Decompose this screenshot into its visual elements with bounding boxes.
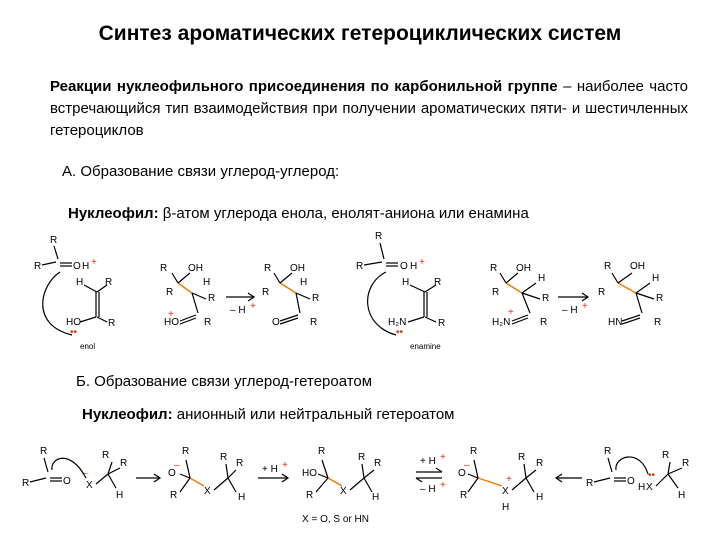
svg-text:X: X [646, 482, 653, 493]
b-reactant-left [22, 446, 127, 501]
svg-text:O: O [458, 468, 466, 479]
svg-text:+: + [508, 307, 514, 318]
svg-text:R: R [264, 263, 272, 274]
svg-text:O: O [272, 317, 280, 328]
b-intermediate-left [168, 446, 245, 503]
svg-text:+: + [506, 474, 512, 485]
plus-a2: + [582, 301, 588, 312]
svg-text:R: R [306, 490, 314, 501]
svg-text:R: R [182, 446, 190, 457]
b-reactant-right [586, 446, 689, 501]
svg-text:R: R [236, 458, 244, 469]
svg-text:–: – [174, 460, 180, 471]
svg-text:H: H [410, 261, 418, 272]
svg-text:OH: OH [630, 261, 645, 272]
arrow-b3-fwd-head [436, 468, 442, 472]
svg-text:R: R [438, 318, 446, 329]
enamine-label: enamine [410, 342, 441, 351]
enol-product [262, 263, 319, 328]
section-a-heading: А. Образование связи углерод-углерод: [62, 163, 340, 180]
b-intermediate-right [458, 446, 543, 513]
svg-text:X: X [204, 486, 211, 497]
svg-text:H: H [82, 261, 90, 272]
svg-text:R: R [654, 317, 662, 328]
arrow-b3-back-head [416, 478, 422, 482]
svg-text:R: R [356, 261, 364, 272]
svg-text:H₂N: H₂N [388, 317, 407, 328]
svg-text:R: R [108, 318, 116, 329]
svg-text:H: H [678, 490, 686, 501]
minus-h-a1: – H [230, 305, 246, 316]
plus-a1: + [250, 301, 256, 312]
svg-text:R: R [470, 446, 478, 457]
svg-text:R: R [160, 263, 168, 274]
svg-text:OH: OH [516, 263, 531, 274]
svg-text:R: R [542, 293, 550, 304]
svg-text:R: R [208, 293, 216, 304]
svg-text:R: R [50, 235, 58, 246]
svg-text:H: H [536, 492, 544, 503]
svg-text:O: O [63, 476, 71, 487]
x-note: X = O, S or HN [302, 514, 369, 525]
svg-text:H: H [300, 277, 308, 288]
svg-text:••: •• [648, 470, 656, 481]
svg-text:R: R [310, 317, 318, 328]
svg-text:OH: OH [290, 263, 305, 274]
scheme-a-diagram [0, 225, 720, 365]
svg-text:X: X [340, 486, 347, 497]
svg-text:R: R [598, 287, 606, 298]
svg-text:R: R [656, 293, 664, 304]
svg-text:R: R [604, 261, 612, 272]
svg-text:R: R [262, 287, 270, 298]
svg-text:H: H [538, 273, 546, 284]
svg-text:R: R [490, 263, 498, 274]
svg-text:OH: OH [188, 263, 203, 274]
section-a-nucleophile-label: Нуклеофил: [68, 205, 159, 222]
minus-h-b3: – H [420, 484, 436, 495]
enol-intermediate [160, 263, 215, 328]
svg-text:R: R [536, 458, 544, 469]
svg-text:H: H [203, 277, 211, 288]
svg-text:O: O [627, 476, 635, 487]
minus-h-a2: – H [562, 305, 578, 316]
svg-text:R: R [105, 277, 113, 288]
page-title: Синтез ароматических гетероциклических систем [98, 22, 622, 45]
svg-text:R: R [204, 317, 212, 328]
svg-text:R: R [170, 490, 178, 501]
svg-text:+: + [419, 257, 425, 268]
svg-text:H: H [652, 273, 660, 284]
svg-text:H: H [238, 492, 246, 503]
svg-text:R: R [34, 261, 42, 272]
enol-label: enol [80, 342, 96, 351]
svg-text:R: R [120, 458, 128, 469]
svg-text:X: X [502, 486, 509, 497]
svg-text:••: •• [396, 327, 404, 338]
svg-text:R: R [312, 293, 320, 304]
svg-text:R: R [40, 446, 48, 457]
section-a-nucleophile-text: β-атом углерода енола, енолят-аниона или енамина [158, 205, 529, 222]
intro-bold: Реакции нуклеофильного присоединения по карбонильной группе [50, 78, 558, 95]
intro-paragraph [50, 76, 688, 142]
svg-text:+: + [168, 309, 174, 320]
svg-text:R: R [375, 231, 383, 242]
section-a-nucleophile [68, 205, 529, 222]
section-b-nucleophile [82, 406, 455, 423]
svg-text:H: H [372, 492, 380, 503]
svg-text:R: R [166, 287, 174, 298]
svg-text:O: O [73, 261, 81, 272]
svg-text:R: R [460, 490, 468, 501]
svg-text:H: H [638, 482, 646, 493]
svg-text:R: R [434, 277, 442, 288]
svg-text:H: H [116, 490, 124, 501]
svg-text:O: O [400, 261, 408, 272]
svg-text:+: + [282, 460, 288, 471]
svg-text:R: R [540, 317, 548, 328]
svg-text:H: H [502, 502, 510, 513]
enol-reactant [34, 235, 115, 351]
svg-text:X: X [86, 480, 93, 491]
svg-text:R: R [682, 458, 690, 469]
svg-text:–: – [82, 468, 88, 479]
section-b-nucleophile-text: анионный или нейтральный гетероатом [172, 406, 455, 423]
svg-text:R: R [22, 478, 30, 489]
svg-text:H₂N: H₂N [492, 317, 511, 328]
svg-text:H: H [402, 277, 410, 288]
section-b-nucleophile-label: Нуклеофил: [82, 406, 173, 423]
svg-text:R: R [374, 458, 382, 469]
enamine-reactant [356, 231, 445, 351]
svg-text:R: R [102, 450, 110, 461]
svg-text:R: R [358, 452, 366, 463]
svg-text:HO: HO [302, 468, 317, 479]
svg-text:O: O [168, 468, 176, 479]
svg-text:R: R [318, 446, 326, 457]
svg-text:••: •• [70, 327, 78, 338]
svg-text:R: R [220, 452, 228, 463]
plus-h-b2: + H [262, 464, 278, 475]
enamine-intermediate [490, 263, 549, 328]
svg-text:HO: HO [66, 317, 81, 328]
svg-text:+: + [440, 480, 446, 491]
b-product [302, 446, 381, 525]
svg-text:R: R [662, 450, 670, 461]
scheme-b-diagram [0, 438, 720, 528]
svg-text:R: R [604, 446, 612, 457]
svg-text:HO: HO [164, 317, 179, 328]
intro-rest: – наиболее часто встречающийся тип взаимодействия при получении ароматических пяти- и шестичленных гетероциклов [50, 78, 688, 139]
svg-text:+: + [440, 452, 446, 463]
svg-text:R: R [518, 452, 526, 463]
svg-text:R: R [586, 478, 594, 489]
plus-h-b3: + H [420, 456, 436, 467]
svg-text:H: H [76, 277, 84, 288]
enamine-product [598, 261, 663, 328]
svg-text:–: – [464, 460, 470, 471]
svg-text:R: R [492, 287, 500, 298]
svg-text:+: + [91, 257, 97, 268]
svg-text:HN: HN [608, 317, 623, 328]
section-b-heading: Б. Образование связи углерод-гетероатом [76, 373, 373, 390]
